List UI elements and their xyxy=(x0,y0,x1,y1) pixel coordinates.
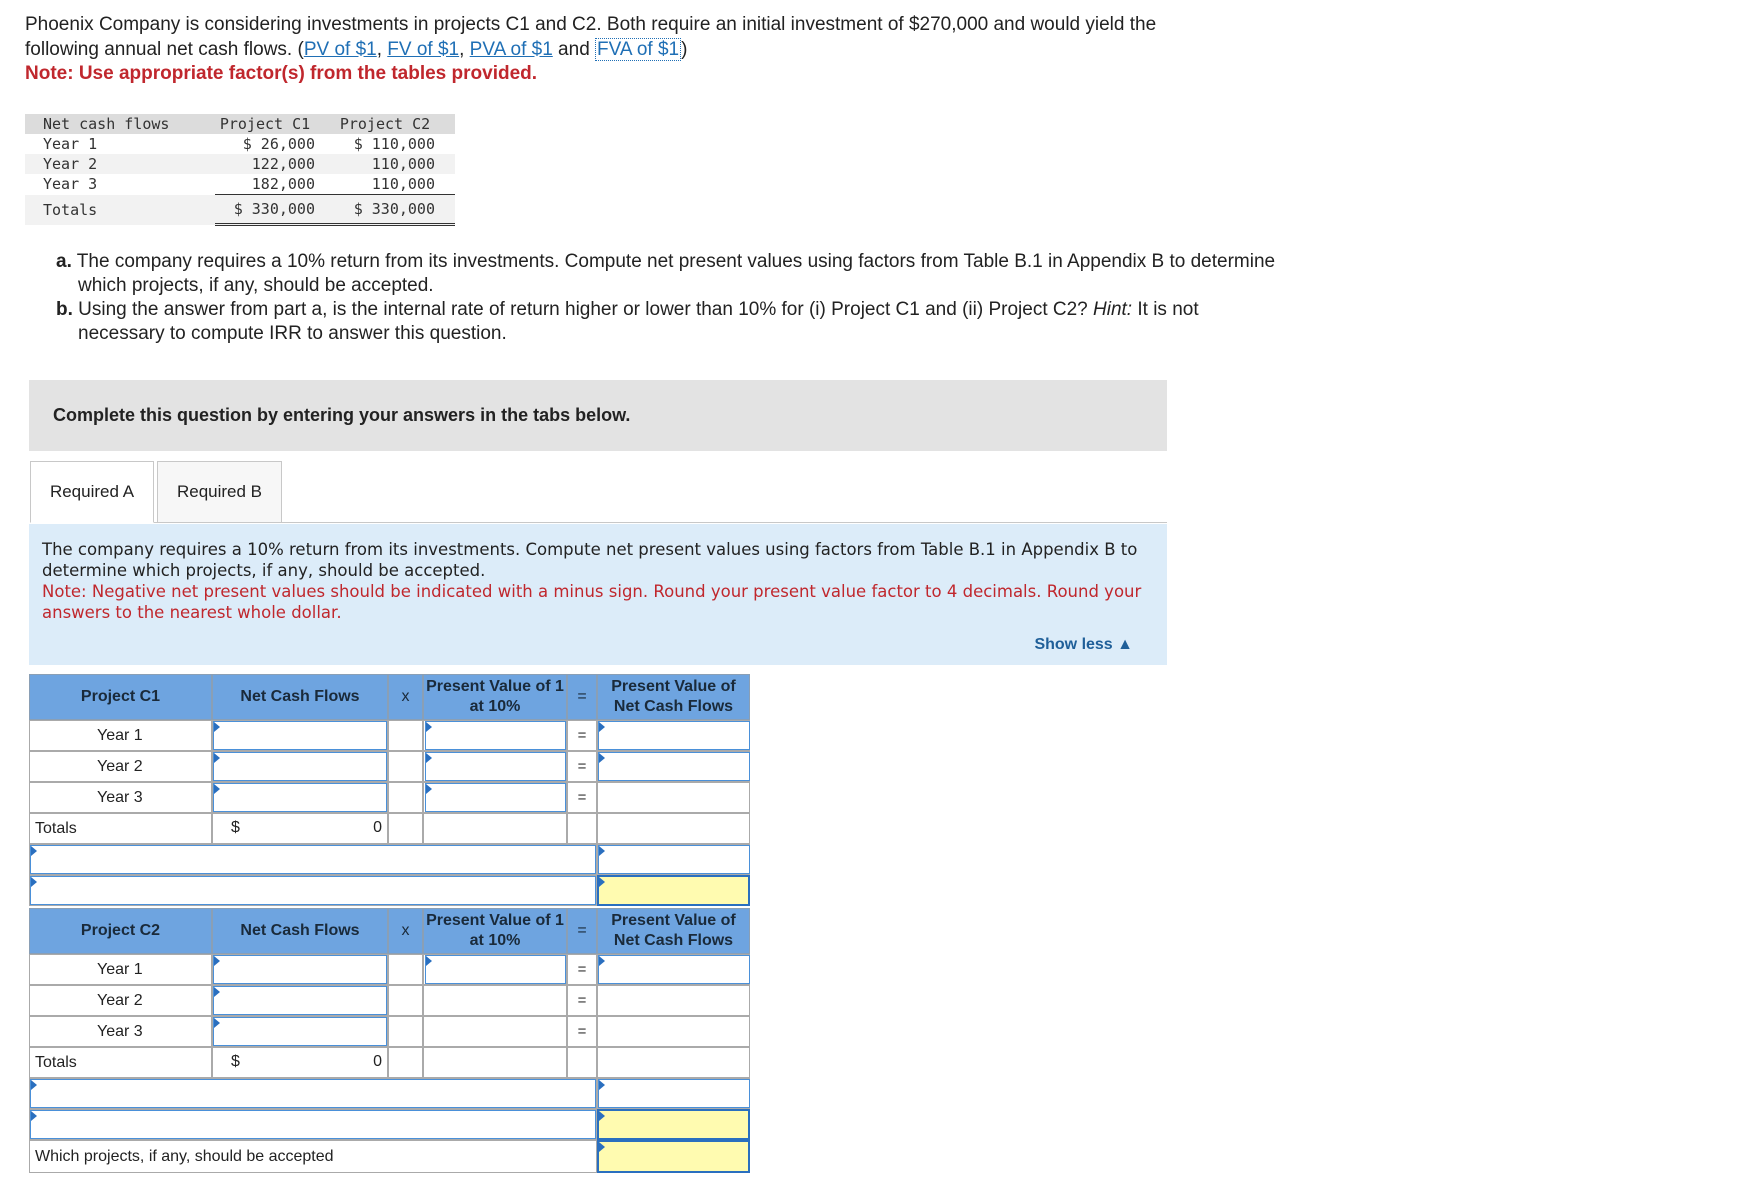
header-pv-factor: Present Value of 1 at 10% xyxy=(423,674,567,720)
row-label: Year 1 xyxy=(43,135,98,153)
c1-summary-label-input-1[interactable] xyxy=(30,845,596,874)
row-label: Totals xyxy=(25,195,215,225)
triangle-up-icon: ▲ xyxy=(1117,636,1133,653)
header-pv-factor: Present Value of 1 at 10% xyxy=(423,908,567,954)
c2-value: $ 110,000 xyxy=(353,135,435,153)
c2-summary-value-input-1[interactable] xyxy=(598,1079,750,1108)
cell xyxy=(423,985,567,1016)
equals-sign: = xyxy=(567,751,597,782)
c1-total-cash-flow-value: 0 xyxy=(373,819,382,836)
c2-net-present-value-input[interactable] xyxy=(597,1109,750,1140)
cell xyxy=(423,813,567,844)
equals-sign: = xyxy=(567,985,597,1016)
tab-required-b[interactable]: Required B xyxy=(157,461,282,523)
cell xyxy=(597,985,750,1016)
table-row xyxy=(25,134,455,154)
instructions-banner: Complete this question by entering your answers in the tabs below. xyxy=(29,380,1167,451)
question-text xyxy=(56,250,1286,346)
question-b: b. Using the answer from part a, is the internal rate of return higher or lower than 10% for (i) Project C1 and (ii) Project C2? Hint: It is not necessary to compute IRR to answer this question. xyxy=(56,299,1199,344)
dollar-sign: $ xyxy=(231,819,240,836)
table-row xyxy=(25,174,455,195)
header-project-c1: Project C1 xyxy=(29,674,212,720)
c2-summary-label-input-1[interactable] xyxy=(30,1079,596,1108)
c1-year-1-pv-factor-input[interactable] xyxy=(425,721,566,750)
header-multiply: x xyxy=(388,908,423,954)
fv-of-1-link[interactable]: FV of $1 xyxy=(387,38,460,60)
equals-sign: = xyxy=(567,954,597,985)
header-equals: = xyxy=(567,674,597,720)
accepted-projects-select[interactable] xyxy=(597,1140,750,1173)
c1-value: 122,000 xyxy=(215,154,335,174)
cell xyxy=(567,813,597,844)
cell xyxy=(597,813,750,844)
equals-sign: = xyxy=(567,782,597,813)
project-c2-table xyxy=(29,908,750,1173)
instructions-note: Note: Negative net present values should be indicated with a minus sign. Round your present value factor to 4 decimals. Round your answers to the nearest whole dollar. xyxy=(42,582,1142,622)
year-1-label: Year 1 xyxy=(29,954,212,985)
cell xyxy=(388,720,423,751)
c1-year-3-pv-factor-input[interactable] xyxy=(425,783,566,812)
c1-year-1-pv-input[interactable] xyxy=(598,721,750,750)
header-project-c2: Project C2 xyxy=(335,114,455,134)
year-2-label: Year 2 xyxy=(29,751,212,782)
cell xyxy=(423,1047,567,1078)
c1-year-2-pv-input[interactable] xyxy=(598,752,750,781)
year-2-label: Year 2 xyxy=(29,985,212,1016)
totals-label: Totals xyxy=(29,813,212,844)
cash-flows-table xyxy=(25,114,455,226)
header-net-cash-flows: Net Cash Flows xyxy=(212,674,388,720)
instructions-text: The company requires a 10% return from its investments. Compute net present values using factors from Table B.1 in Appendix B to determine which projects, if any, should be accepted. xyxy=(42,540,1138,580)
table-row xyxy=(25,195,455,225)
question-a: a. The company requires a 10% return from its investments. Compute net present values using factors from Table B.1 in Appendix B to determine which projects, if any, should be accepted. xyxy=(56,251,1276,296)
equals-sign: = xyxy=(567,1016,597,1047)
c1-year-3-cash-flow-input[interactable] xyxy=(213,783,387,812)
header-present-value: Present Value of Net Cash Flows xyxy=(597,908,750,954)
header-multiply: x xyxy=(388,674,423,720)
tab-required-a[interactable]: Required A xyxy=(30,461,154,523)
c2-net-present-value-label-input[interactable] xyxy=(30,1110,596,1139)
c1-year-1-cash-flow-input[interactable] xyxy=(213,721,387,750)
cell xyxy=(388,985,423,1016)
header-equals: = xyxy=(567,908,597,954)
table-row xyxy=(25,114,455,134)
cell xyxy=(388,782,423,813)
c2-value: 110,000 xyxy=(335,154,455,174)
cell xyxy=(597,1016,750,1047)
cell xyxy=(388,1047,423,1078)
cell xyxy=(423,1016,567,1047)
intro-paragraph xyxy=(25,13,1325,87)
intro-note: Note: Use appropriate factor(s) from the tables provided. xyxy=(25,63,538,84)
cell xyxy=(388,954,423,985)
project-c1-table xyxy=(29,674,750,904)
c2-total: $ 330,000 xyxy=(335,195,455,225)
c2-year-1-cash-flow-input[interactable] xyxy=(213,955,387,984)
totals-label: Totals xyxy=(29,1047,212,1078)
cell xyxy=(567,1047,597,1078)
header-project-c2: Project C2 xyxy=(29,908,212,954)
c1-total: $ 330,000 xyxy=(215,195,335,225)
c2-year-3-cash-flow-input[interactable] xyxy=(213,1017,387,1046)
fva-of-1-link[interactable]: FVA of $1 xyxy=(597,38,680,60)
header-net-cash-flows: Net cash flows xyxy=(25,114,215,134)
c2-year-1-pv-input[interactable] xyxy=(598,955,750,984)
header-net-cash-flows: Net Cash Flows xyxy=(212,908,388,954)
pv-of-1-link[interactable]: PV of $1 xyxy=(303,38,377,60)
c1-value: 182,000 xyxy=(251,175,315,193)
c1-year-2-pv-factor-input[interactable] xyxy=(425,752,566,781)
c1-net-present-value-label-input[interactable] xyxy=(30,876,596,905)
accept-question-label: Which projects, if any, should be accepted xyxy=(29,1140,597,1173)
instructions-panel xyxy=(29,524,1167,665)
year-1-label: Year 1 xyxy=(29,720,212,751)
cell xyxy=(597,1047,750,1078)
c2-total-cash-flow-value: 0 xyxy=(373,1053,382,1070)
table-row xyxy=(25,154,455,174)
dollar-sign: $ xyxy=(231,1053,240,1070)
cell xyxy=(388,751,423,782)
c2-pv-annuity-factor-input[interactable] xyxy=(425,955,566,984)
show-less-toggle[interactable]: Show less ▲ xyxy=(1034,636,1133,653)
c1-summary-value-input-1[interactable] xyxy=(598,845,750,874)
intro-line-1: Phoenix Company is considering investments in projects C1 and C2. Both require an initial investment of $270,000 and would yield the xyxy=(25,14,1157,35)
year-3-label: Year 3 xyxy=(29,782,212,813)
row-label: Year 2 xyxy=(25,154,215,174)
c2-total-cash-flow-cell xyxy=(212,1047,388,1078)
intro-line-2: following annual net cash flows. (PV of $1, FV of $1, PVA of $1 and FVA of $1 ) xyxy=(25,38,688,60)
c1-total-cash-flow-cell xyxy=(212,813,388,844)
header-present-value: Present Value of Net Cash Flows xyxy=(597,674,750,720)
pva-of-1-link[interactable]: PVA of $1 xyxy=(469,38,553,60)
c1-value: $ 26,000 xyxy=(242,135,315,153)
row-label: Year 3 xyxy=(43,175,98,194)
c1-year-2-cash-flow-input[interactable] xyxy=(213,752,387,781)
equals-sign: = xyxy=(567,720,597,751)
year-3-label: Year 3 xyxy=(29,1016,212,1047)
cell xyxy=(388,1016,423,1047)
c1-net-present-value-input[interactable] xyxy=(597,875,750,906)
c2-value: 110,000 xyxy=(371,175,435,193)
c2-year-2-cash-flow-input[interactable] xyxy=(213,986,387,1015)
cell xyxy=(388,813,423,844)
header-project-c1: Project C1 xyxy=(215,114,335,134)
c1-year-3-pv-cell xyxy=(597,782,750,813)
